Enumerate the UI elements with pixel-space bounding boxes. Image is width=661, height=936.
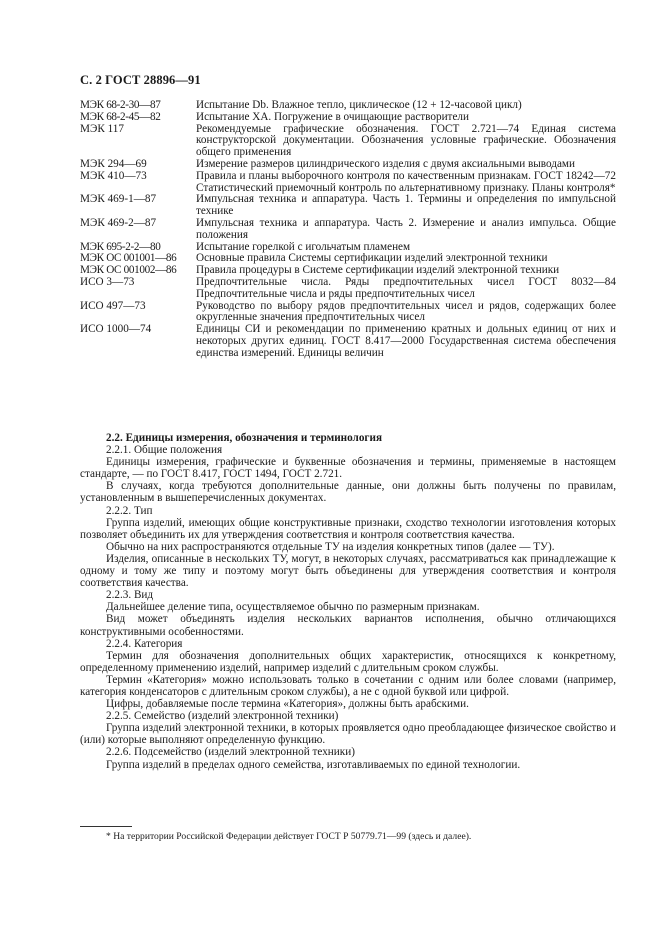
reference-code: МЭК 68-2-45—82	[80, 110, 161, 123]
paragraph: Изделия, описанные в нескольких ТУ, могут, в некоторых случаях, рассматриваться как принадлежащие к одному и тому же типу и поэтому могут быть объединены для утверждения соответствия и контроля соответствия качества.	[80, 552, 616, 590]
reference-title: Единицы СИ и рекомендации по применению кратных и дольных единиц от них и некоторых других единиц. ГОСТ 8.417—2000 Государственная система обеспечения единства измерений. Единицы величин	[196, 323, 616, 359]
paragraph: Группа изделий электронной техники, в которых проявляется одно преобладающее физическое свойство и (или) которые выполняют определенную функцию.	[80, 722, 616, 747]
reference-code: МЭК 410—73	[80, 169, 147, 182]
footnote-divider	[80, 826, 132, 827]
reference-title: Испытание горелкой с игольчатым пламенем	[196, 240, 411, 253]
reference-code: МЭК 469-2—87	[80, 216, 157, 229]
reference-title: Импульсная техника и аппаратура. Часть 2. Измерение и анализ импульса. Общие положения	[196, 216, 616, 241]
reference-code: МЭК 695-2-2—80	[80, 240, 161, 253]
subsection-heading: 2.2.3. Вид	[106, 589, 154, 602]
reference-row	[80, 324, 616, 359]
section-title: 2.2. Единицы измерения, обозначения и терминология	[106, 432, 383, 444]
reference-row	[80, 218, 616, 242]
reference-title: Руководство по выбору рядов предпочтительных чисел и рядов, содержащих более округленные значения предпочтительных чисел	[196, 299, 616, 324]
reference-title: Измерение размеров цилиндрического изделия с двумя аксиальными выводами	[196, 157, 576, 170]
paragraph: Цифры, добавляемые после термина «Категория», должны быть арабскими.	[106, 698, 469, 711]
reference-code: МЭК ОС 001002—86	[80, 264, 177, 277]
reference-row	[80, 112, 616, 124]
subsection-heading: 2.2.4. Категория	[106, 637, 183, 650]
subsection-heading: 2.2.1. Общие положения	[106, 444, 223, 457]
reference-title: Основные правила Системы сертификации изделий электронной техники	[196, 252, 548, 265]
reference-code: МЭК 469-1—87	[80, 193, 157, 206]
paragraph: Единицы измерения, графические и буквенные обозначения и термины, применяемые в настоящем стандарте, — по ГОСТ 8.417, ГОСТ 1494, ГОСТ 2.721.	[80, 456, 616, 481]
document-body	[80, 432, 616, 771]
subsection-heading: 2.2.6. Подсемейство (изделий электронной техники)	[106, 746, 355, 759]
reference-row	[80, 159, 616, 171]
reference-row	[80, 124, 616, 159]
paragraph: Вид может объединять изделия нескольких вариантов исполнения, обычно отличающихся конструктивными особенностями.	[80, 613, 616, 638]
reference-code: МЭК ОС 001001—86	[80, 252, 177, 265]
page-header: С. 2 ГОСТ 28896—91	[80, 73, 201, 87]
paragraph: Группа изделий, имеющих общие конструктивные признаки, сходство технологии изготовления которых позволяет объединить их для утверждения соответствия и контроля соответствия качества.	[80, 516, 616, 541]
reference-title: Импульсная техника и аппаратура. Часть 1. Термины и определения по импульсной технике	[196, 193, 616, 218]
reference-row	[80, 301, 616, 325]
reference-row	[80, 194, 616, 218]
footnote: * На территории Российской Федерации действует ГОСТ Р 50779.71—99 (здесь и далее).	[106, 831, 472, 842]
reference-list	[80, 100, 616, 360]
paragraph: Термин для обозначения дополнительных общих характеристик, относящихся к конкретному, определенному применению изделий, например изделий с длительным сроком службы.	[80, 649, 616, 674]
reference-title: Рекомендуемые графические обозначения. ГОСТ 2.721—74 Единая система конструкторской документации. Обозначения условные графические. Обозначения общего применения	[196, 122, 616, 159]
reference-title: Предпочтительные числа. Ряды предпочтительных чисел ГОСТ 8032—84 Предпочтительные числа и ряды предпочтительных чисел	[196, 275, 616, 300]
subsection-heading: 2.2.5. Семейство (изделий электронной техники)	[106, 710, 339, 723]
reference-code: ИСО 1000—74	[80, 323, 152, 336]
reference-code: МЭК 117	[80, 122, 124, 135]
paragraph: Дальнейшее деление типа, осуществляемое обычно по размерным признакам.	[106, 601, 480, 614]
paragraph: Термин «Категория» можно использовать только в сочетании с одним или более словами (например, категория конденсаторов с длительным сроком службы), а не с одной буквой или цифрой.	[80, 673, 616, 698]
reference-row	[80, 277, 616, 301]
subsection-heading: 2.2.2. Тип	[106, 504, 153, 517]
reference-code: МЭК 294—69	[80, 157, 147, 170]
paragraph: Обычно на них распространяются отдельные ТУ на изделия конкретных типов (далее — ТУ).	[106, 540, 555, 553]
reference-code: ИСО 3—73	[80, 275, 135, 288]
reference-title: Испытание XA. Погружение в очищающие растворители	[196, 110, 469, 123]
reference-code: МЭК 68-2-30—87	[80, 99, 161, 111]
reference-row	[80, 171, 616, 195]
reference-title: Испытание Db. Влажное тепло, циклическое (12 + 12-часовой цикл)	[196, 99, 522, 111]
reference-title: Правила и планы выборочного контроля по качественным признакам. ГОСТ 18242—72 Статистический приемочный контроль по альтернативному признаку. Планы контроля*	[196, 169, 616, 194]
paragraph: В случаях, когда требуются дополнительные данные, они должны быть получены по правилам, установленным в вышеперечисленных документах.	[80, 480, 616, 505]
paragraph: Группа изделий в пределах одного семейства, изготавливаемых по единой технологии.	[106, 758, 521, 771]
reference-code: ИСО 497—73	[80, 299, 146, 312]
reference-title: Правила процедуры в Системе сертификации изделий электронной техники	[196, 264, 560, 277]
